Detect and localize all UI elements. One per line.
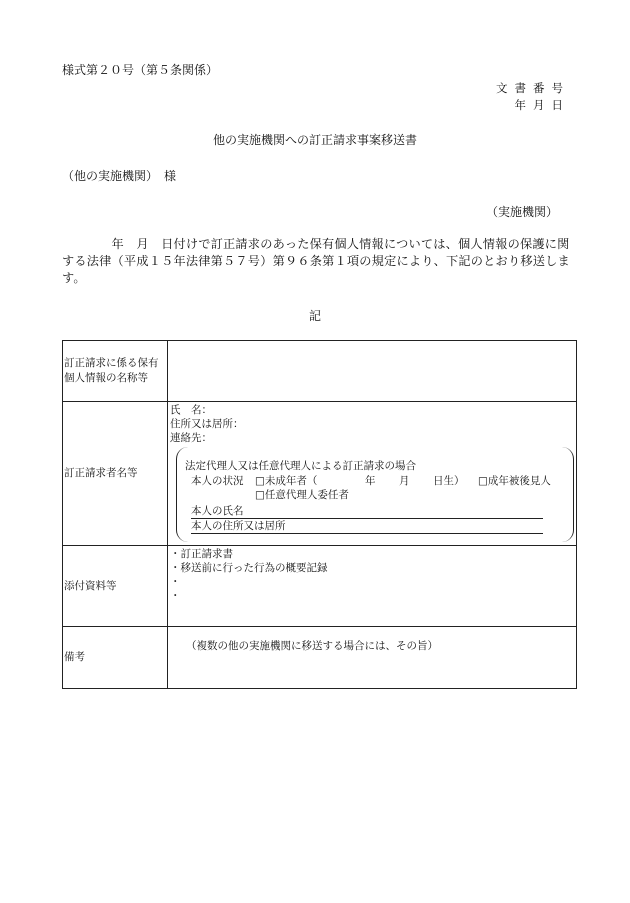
- adult-ward-checkbox[interactable]: □成年被後見人: [478, 475, 551, 487]
- sender: （実施機関）: [485, 205, 558, 219]
- row-label-attachments: [63, 546, 168, 626]
- row-label-remarks: [63, 627, 168, 688]
- remarks-cell[interactable]: [168, 627, 576, 688]
- info-name-field[interactable]: [168, 341, 576, 401]
- attachment-item: ・移送前に行った行為の概要記録: [170, 562, 328, 574]
- requester-contact-label: 連絡先：: [170, 432, 212, 444]
- remarks-note: （複数の他の実施機関に移送する場合には、その旨）: [186, 640, 438, 652]
- attachment-item: ・: [170, 590, 181, 602]
- minor-year-label: 年: [365, 475, 376, 487]
- addressee: （他の実施機関） 様: [62, 169, 177, 183]
- document-number: 文書番号: [496, 81, 570, 95]
- minor-month-label: 月: [399, 475, 410, 487]
- requester-cell: [168, 402, 576, 545]
- minor-checkbox[interactable]: □未成年者（: [255, 475, 318, 487]
- table-row: [63, 401, 576, 545]
- agent-bracket-box: [176, 447, 574, 542]
- agent-heading: 法定代理人又は任意代理人による訂正請求の場合: [185, 460, 416, 472]
- body-text: 年 月 日付けで訂正請求のあった保有個人情報については、個人情報の保護に関する法律（平成１５年法律第５７号）第９６条第１項の規定により、下記のとおり移送します。: [62, 237, 570, 285]
- principal-name-label: 本人の氏名: [191, 505, 244, 517]
- table-row: [63, 545, 576, 626]
- row-label-info-name: [63, 341, 168, 401]
- requester-address-label: 住所又は居所：: [170, 418, 244, 430]
- document-title: 他の実施機関への訂正請求事案移送書: [212, 133, 417, 147]
- row3-label-text: 添付資料等: [64, 579, 117, 592]
- ki-heading: 記: [308, 309, 321, 323]
- delegator-checkbox[interactable]: □任意代理人委任者: [255, 489, 349, 501]
- row4-label-text: 備考: [64, 651, 85, 663]
- principal-status-label: 本人の状況: [191, 475, 244, 487]
- attachments-cell: [168, 546, 576, 626]
- principal-address-label: 本人の住所又は居所: [191, 520, 286, 532]
- row1-label-text: 訂正請求に係る保有個人情報の名称等: [64, 357, 159, 384]
- document-date: 年月日: [514, 98, 570, 112]
- transfer-table: [62, 340, 577, 689]
- requester-name-label: 氏 名：: [170, 404, 212, 416]
- attachment-item: ・: [170, 576, 181, 588]
- minor-birth-label: 日生）: [433, 475, 465, 487]
- row-label-requester: [63, 402, 168, 545]
- form-number: 様式第２０号（第５条関係）: [62, 63, 219, 77]
- row2-label-text: 訂正請求者名等: [64, 467, 138, 479]
- attachment-item: ・訂正請求書: [170, 548, 233, 560]
- principal-name-field[interactable]: [191, 505, 543, 519]
- table-row: [63, 341, 576, 401]
- table-row: [63, 626, 576, 688]
- principal-address-field[interactable]: [191, 520, 543, 534]
